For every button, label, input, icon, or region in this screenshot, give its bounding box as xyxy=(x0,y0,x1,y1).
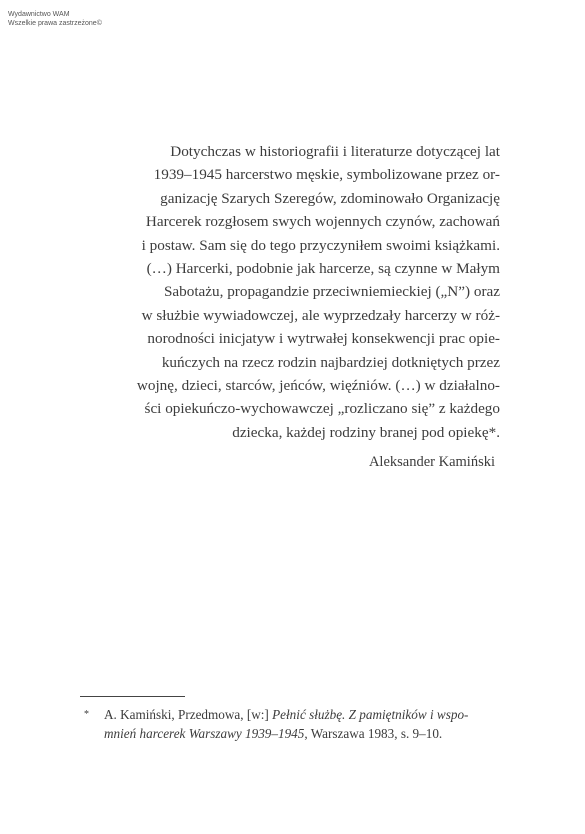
epigraph-line: (…) Harcerki, podobnie jak harcerze, są czynne w Małym xyxy=(146,260,500,278)
epigraph-line: kuńczych na rzecz rodzin najbardziej dotkniętych przez xyxy=(161,353,500,371)
epigraph-line: 1939–1945 harcerstwo męskie, symbolizowane przez or- xyxy=(153,166,500,184)
epigraph-line: dziecka, każdej rodziny branej pod opiekę*. xyxy=(232,423,500,441)
footnote-line-2 xyxy=(80,725,500,744)
epigraph-author: Aleksander Kamiński xyxy=(368,454,495,470)
watermark-publisher: Wydawnictwo WAM xyxy=(8,11,70,18)
epigraph-line: ści opiekuńczo-wychowawczej „rozliczano się” z każdego xyxy=(144,400,500,418)
epigraph-line: w służbie wywiadowczej, ale wyprzedzały harcerzy w róż- xyxy=(141,306,500,324)
footnote-citation-text: A. Kamiński, Przedmowa, [w:] xyxy=(104,707,273,722)
epigraph-line: Sabotażu, propagandzie przeciwniemieckiej („N”) oraz xyxy=(163,283,500,301)
epigraph-line: i postaw. Sam się do tego przyczyniłem swoimi książkami. xyxy=(141,236,500,254)
footnote-marker: * xyxy=(84,709,89,720)
footnote-line-1 xyxy=(80,706,500,725)
footnote-divider xyxy=(80,696,185,697)
epigraph-quote xyxy=(112,140,500,444)
epigraph-line: wojnę, dzieci, starców, jeńców, więźniów. (…) w działalno- xyxy=(136,377,500,395)
footnote-publication-info: , Warszawa 1983, s. 9–10. xyxy=(304,725,443,741)
footnote xyxy=(80,706,500,743)
epigraph-line: norodności inicjatyw i wytrwałej konsekwencji prac opie- xyxy=(147,330,500,348)
footnote-book-title-cont: mnień harcerek Warszawy 1939–1945 xyxy=(104,725,305,741)
epigraph-line: Harcerek rozgłosem swych wojennych czynów, zachowań xyxy=(145,213,500,231)
epigraph-line: Dotychczas w historiografii i literaturze dotyczącej lat xyxy=(170,143,500,160)
epigraph-line: ganizację Szarych Szeregów, zdominowało Organizację xyxy=(160,189,500,207)
watermark-copyright: Wszelkie prawa zastrzeżone© xyxy=(8,20,102,27)
publisher-watermark xyxy=(8,10,102,28)
footnote-book-title: Pełnić służbę. Z pamiętników i wspo- xyxy=(272,707,469,722)
